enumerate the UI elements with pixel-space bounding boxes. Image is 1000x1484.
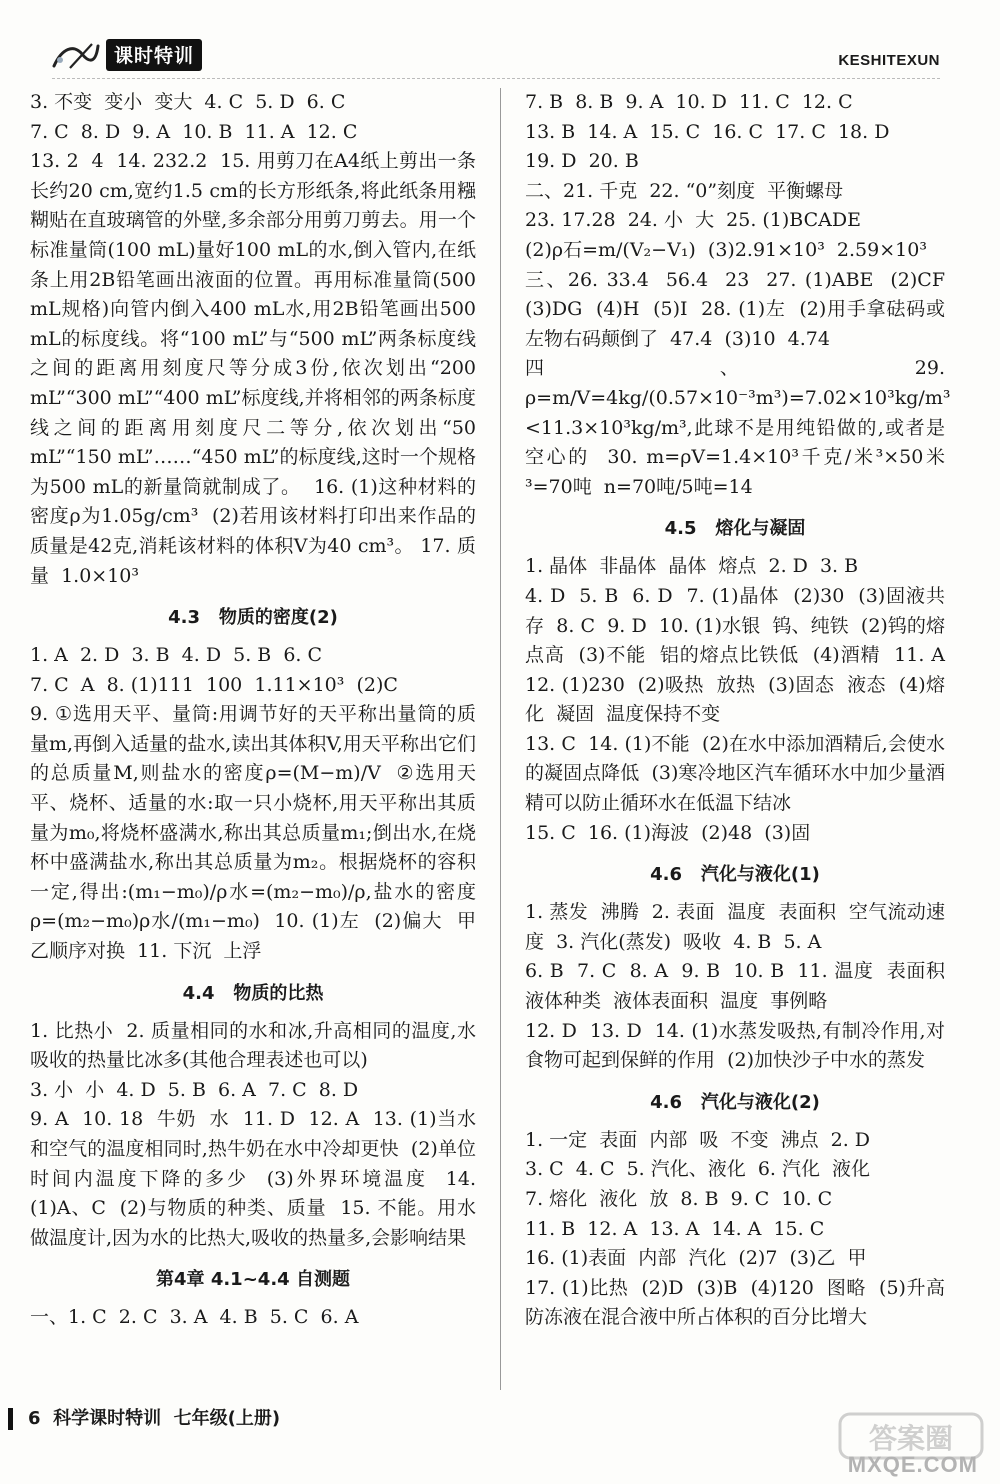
answer-block: 1. 晶体 非晶体 晶体 熔点 2. D 3. B 4. D 5. B 6. D 7. (1)晶体 (2)30 (3)固液共存 8. C 9. D 10. (1)水银 钨、纯铁 (2)钨的熔点高 (3)不能 铝的熔点比铁低 (4)酒精 11. A 12. (1)230 (2)吸热 放热 (3)固态 液态 (4)熔化 凝固 温度保持不变 13. C 14. (1)不能 (2)在水中添加酒精后,会使水的凝固点降低 (3)寒冷地区汽车循环水中加少量酒精可以防止循环水在低温下结冰 15. C 16. (1)海波 (2)48 (3)固 bbox=[525, 555, 945, 844]
answer-block: 7. B 8. B 9. A 10. D 11. C 12. C 13. B 14. A 15. C 16. C 17. C 18. D 19. D 20. B 二、21. 千克 22. “0”刻度 平衡螺母 23. 17.28 24. 小 大 25. (1)BCADE (2)ρ石=m/(V₂−V₁) (3)2.91×10³ 2.59×10³ 三、26. 33.4 56.4 23 27. (1)ABE (2)CF (3)DG (4)H (5)I 28. (1)左 (2)用手拿砝码或左物右码颠倒了 47.4 (3)10 4.74 四、29. ρ=m/V=4kg/(0.57×10⁻³m³)=7.02×10³kg/m³ <11.3×10³kg/m³,此球不是用纯铅做的,或者是空心的 30. m=ρV=1.4×10³千克/米³×50米³=70吨 n=70吨/5吨=14 bbox=[525, 91, 951, 498]
logo-text: 课时特训 bbox=[106, 39, 202, 71]
answer-block: 一、1. C 2. C 3. A 4. B 5. C 6. A bbox=[30, 1306, 359, 1329]
pen-logo-icon bbox=[52, 40, 100, 70]
column-divider bbox=[500, 88, 501, 1390]
footer-label bbox=[28, 1404, 280, 1430]
section-heading: 第4章 4.1~4.4 自测题 bbox=[156, 1269, 350, 1291]
answer-block: 1. A 2. D 3. B 4. D 5. B 6. C 7. C A 8. (1)111 100 1.11×10³ (2)C 9. ①选用天平、量筒:用调节好的天平称出量筒的质量m,再倒入适量的盐水,读出其体积V,用天平称出它们的总质量M,则盐水的密度ρ=(M−m)/V ②选用天平、烧杯、适量的水:取一只小烧杯,用天平称出其质量为m₀,将烧杯盛满水,称出其总质量m₁;倒出水,在烧杯中盛满盐水,称出其总质量为m₂。根据烧杯的容积一定,得出:(m₁−m₀)/ρ水=(m₂−m₀)/ρ,盐水的密度ρ=(m₂−m₀)ρ水/(m₁−m₀) 10. (1)左 (2)偏大 甲乙顺序对换 11. 下沉 上浮 bbox=[30, 644, 476, 963]
book-title: 科学课时特训 七年级(上册) bbox=[53, 1408, 281, 1429]
watermark-domain: MXQE.COM bbox=[847, 1452, 978, 1477]
answer-block: 1. 比热小 2. 质量相同的水和冰,升高相同的温度,水吸收的热量比冰多(其他合理表述也可以) 3. 小 小 4. D 5. B 6. A 7. C 8. D 9. A 10. 18 牛奶 水 11. D 12. A 13. (1)当水和空气的温度相同时,热牛奶在水中冷却更快 (2)单位时间内温度下降的多少 (3)外界环境温度 14. (1)A、C (2)与物质的种类、质量 15. 不能。用水做温度计,因为水的比热大,吸收的热量多,会影响结果 bbox=[30, 1019, 476, 1249]
page-number: 6 bbox=[28, 1408, 41, 1429]
right-column bbox=[525, 88, 951, 1333]
left-column bbox=[30, 88, 476, 1333]
section-heading: 4.5 熔化与凝固 bbox=[664, 518, 806, 540]
footer-marker bbox=[8, 1408, 13, 1430]
section-heading: 4.6 汽化与液化(2) bbox=[650, 1091, 820, 1113]
page-header bbox=[0, 0, 1000, 80]
section-heading: 4.4 物质的比热 bbox=[182, 982, 324, 1004]
page-footer bbox=[0, 1400, 1000, 1484]
brand-text: KESHITEXUN bbox=[838, 52, 940, 69]
section-heading: 4.6 汽化与液化(1) bbox=[650, 864, 820, 886]
answer-block: 1. 一定 表面 内部 吸 不变 沸点 2. D 3. C 4. C 5. 汽化、液化 6. 汽化 液化 7. 熔化 液化 放 8. B 9. C 10. C 11. B 12. A 13. A 14. A 15. C 16. (1)表面 内部 汽化 (2)7 (3)乙 甲 17. (1)比热 (2)D (3)B (4)120 图略 (5)升高 防冻液在混合液中所占体积的百分比增大 bbox=[525, 1128, 945, 1329]
header-divider bbox=[52, 78, 940, 79]
section-heading: 4.3 物质的密度(2) bbox=[168, 607, 338, 629]
answer-block: 3. 不变 变小 变大 4. C 5. D 6. C 7. C 8. D 9. A 10. B 11. A 12. C 13. 2 4 14. 232.2 15. 用剪刀在A4纸上剪出一条长约20 cm,宽约1.5 cm的长方形纸条,将此纸条用糨糊贴在直玻璃管的外壁,多余部分用剪刀剪去。用一个标准量筒(100 mL)量好100 mL的水,倒入管内,在纸条上用2B铅笔画出液面的位置。再用标准量筒(500 mL规格)向管内倒入400 mL水,用2B铅笔画出500 mL的标度线。将“100 mL”与“500 mL”两条标度线之间的距离用刻度尺等分成3份,依次划出“200 mL”“300 mL”“400 mL”标度线,并将相邻的两条标度线之间的距离用刻度尺二等分,依次划出“50 mL”“150 mL”……“450 mL”的标度线,这时一个规格为500 mL的新量筒就制成了。 16. (1)这种材料的密度ρ为1.05g/cm³ (2)若用该材料打印出来作品的质量是42克,消耗该材料的体积V为40 cm³。 17. 质量 1.0×10³ bbox=[30, 91, 476, 587]
answer-block: 1. 蒸发 沸腾 2. 表面 温度 表面积 空气流动速度 3. 汽化(蒸发) 吸收 4. B 5. A 6. B 7. C 8. A 9. B 10. B 11. 温度 表面积 液体种类 液体表面积 温度 事例略 12. D 13. D 14. (1)水蒸发吸热,有制冷作用,对食物可起到保鲜的作用 (2)加快沙子中水的蒸发 bbox=[525, 901, 945, 1072]
logo bbox=[52, 38, 202, 72]
watermark-text: 答案圈 bbox=[868, 1422, 954, 1455]
